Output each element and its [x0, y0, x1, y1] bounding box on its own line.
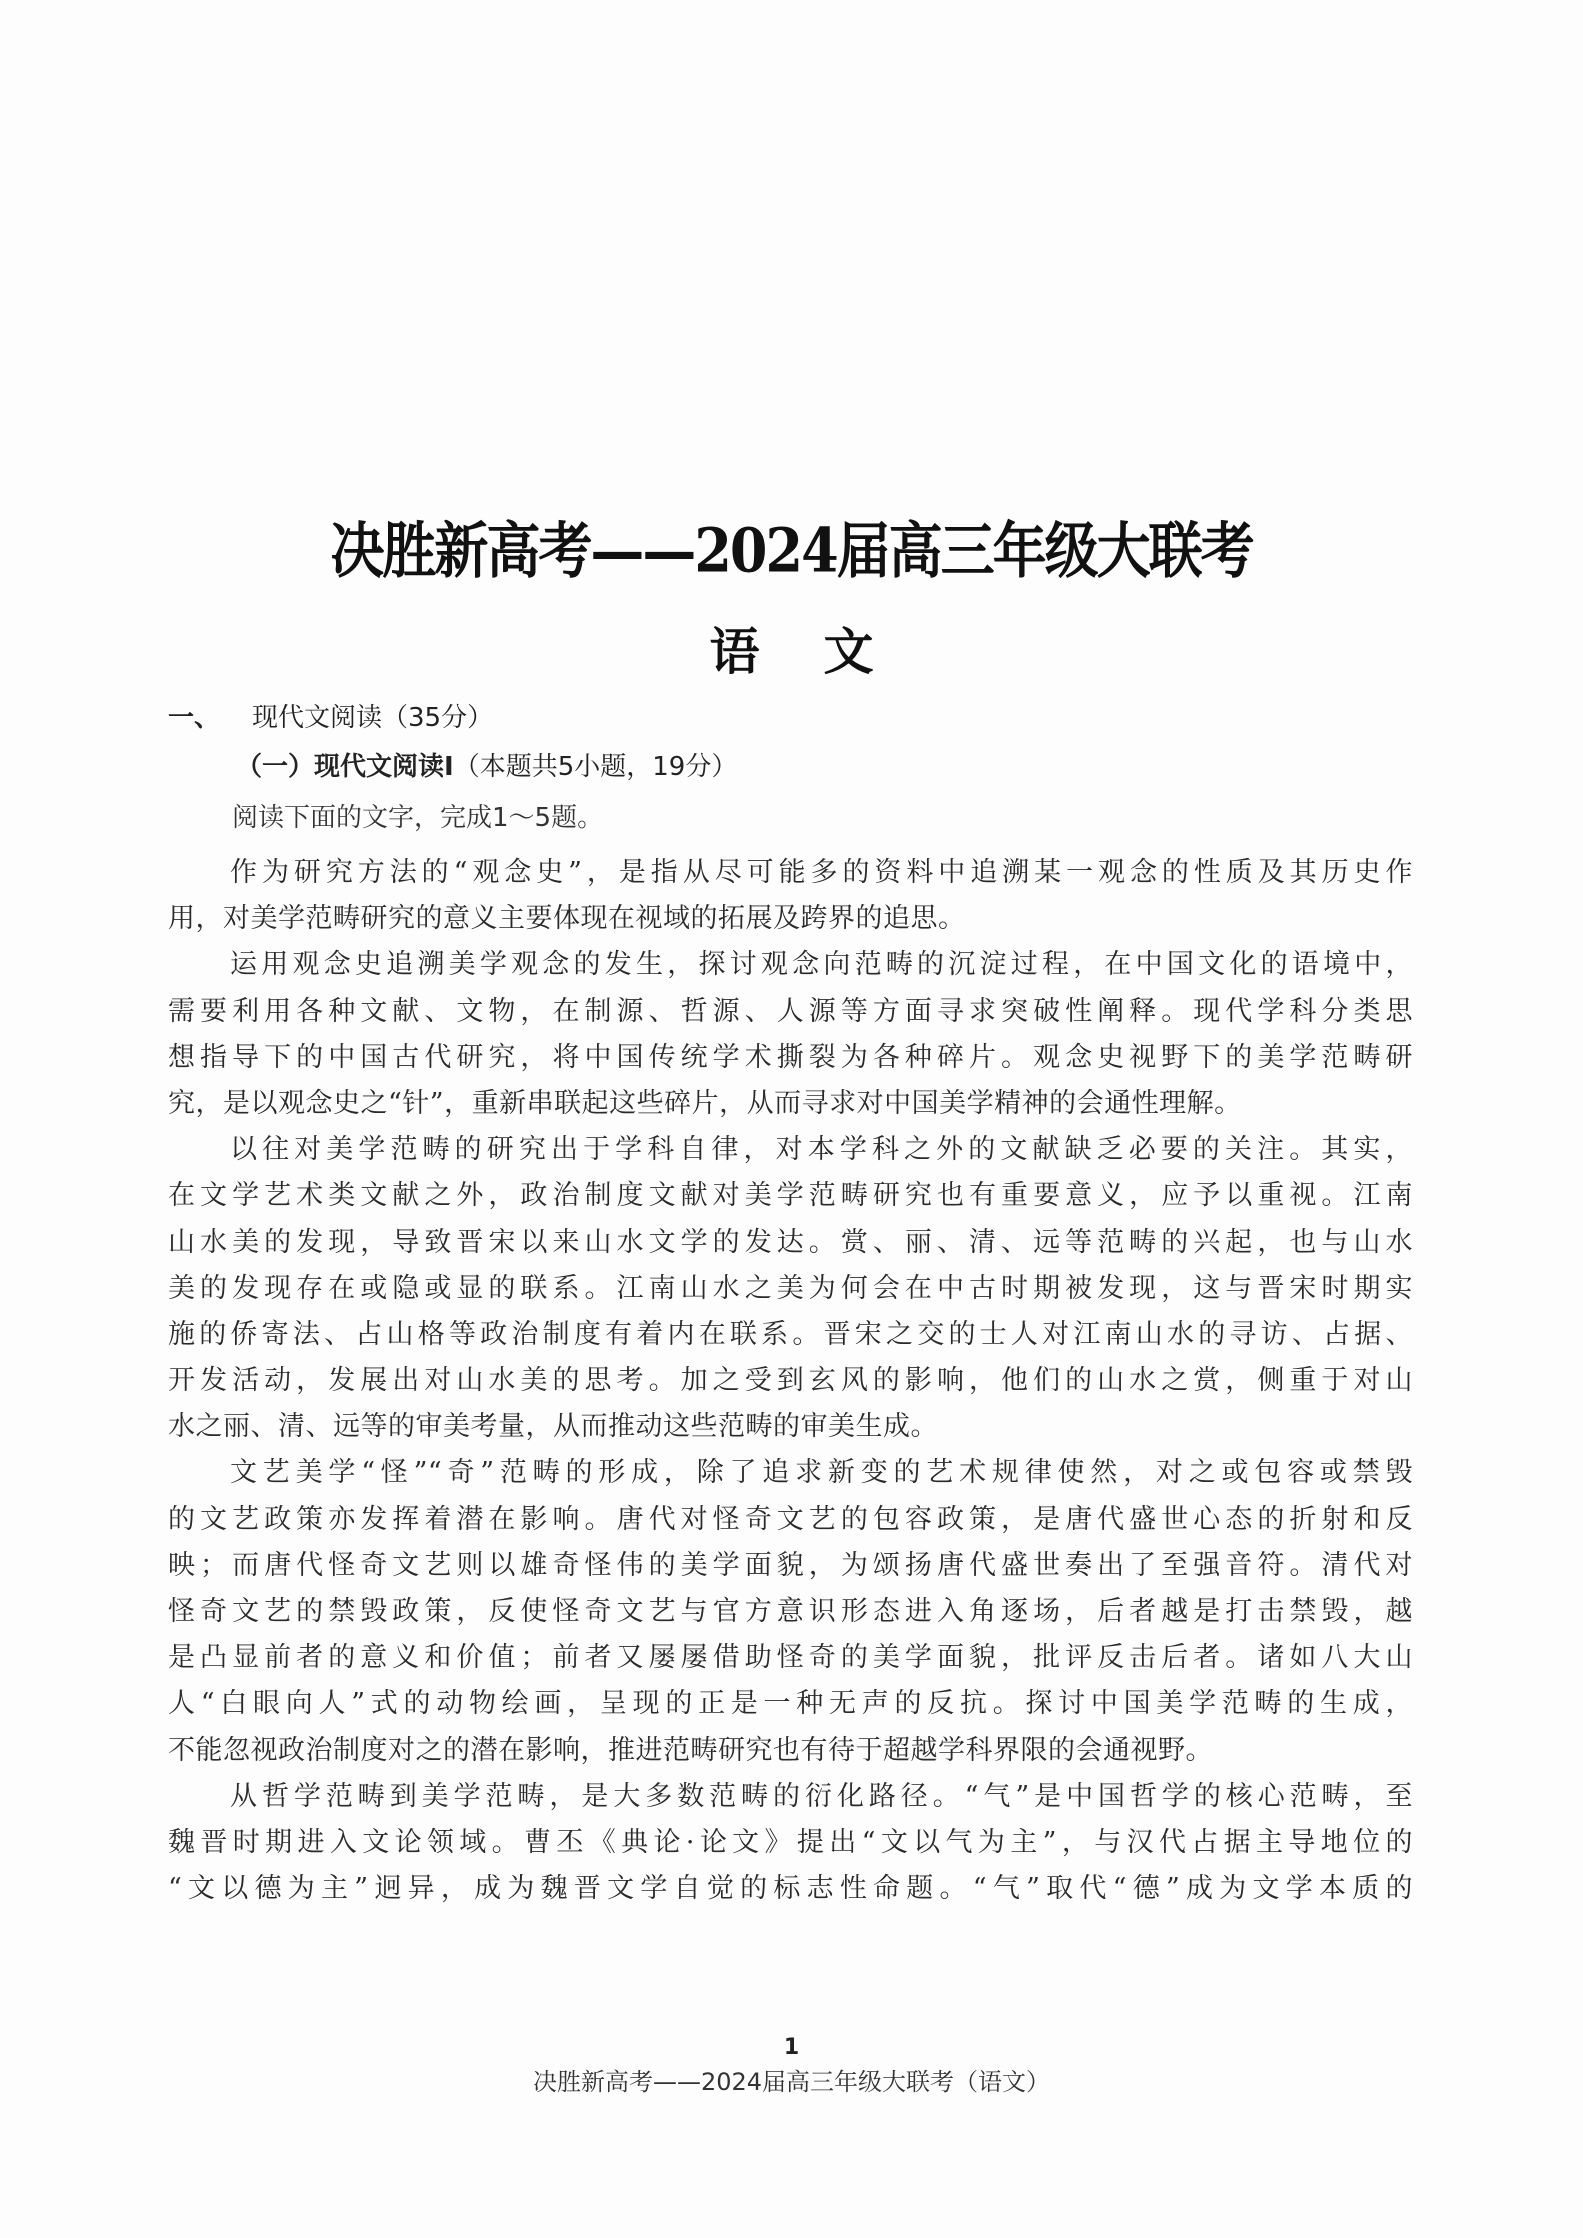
subsection-note: （本题共5小题，19分） — [453, 752, 738, 782]
passage-line: 是凸显前者的意义和价值；前者又屡屡借助怪奇的美学面貌，批评反击后者。诸如八大山 — [168, 1642, 1413, 1674]
paragraph — [168, 1127, 1413, 1450]
paragraph — [168, 942, 1413, 1127]
passage-line: 施的侨寄法、占山格等政治制度有着内在联系。晋宋之交的士人对江南山水的寻访、占据、 — [168, 1318, 1413, 1350]
passage-line: 开发活动，发展出对山水美的思考。加之受到玄风的影响，他们的山水之赏，侧重于对山 — [168, 1365, 1413, 1397]
section-heading — [168, 697, 493, 734]
passage-line: 映；而唐代怪奇文艺则以雄奇怪伟的美学面貌，为颂扬唐代盛世奏出了至强音符。清代对 — [168, 1549, 1413, 1581]
subsection-heading — [236, 746, 737, 783]
passage-line: 水之丽、清、远等的审美考量，从而推动这些范畴的审美生成。 — [168, 1411, 938, 1443]
passage-line: 从哲学范畴到美学范畴，是大多数范畴的衍化路径。“气”是中国哲学的核心范畴，至 — [230, 1780, 1413, 1812]
section-label: 现代文阅读（35分） — [252, 703, 494, 733]
passage-line: 需要利用各种文献、文物，在制源、哲源、人源等方面寻求突破性阐释。现代学科分类思 — [168, 995, 1413, 1027]
passage-line: 用，对美学范畴研究的意义主要体现在视域的拓展及跨界的追思。 — [168, 903, 966, 935]
reading-instruction: 阅读下面的文字，完成1～5题。 — [232, 803, 604, 833]
page-number: 1 — [783, 2035, 800, 2060]
passage-line: 怪奇文艺的禁毁政策，反使怪奇文艺与官方意识形态进入角逐场，后者越是打击禁毁，越 — [168, 1596, 1413, 1627]
section-number: 一、 — [168, 703, 221, 733]
subject-char: 语 — [709, 622, 760, 681]
passage-line: 究，是以观念史之“针”，重新串联起这些碎片，从而寻求对中国美学精神的会通性理解。 — [168, 1087, 1242, 1119]
passage-line: 的文艺政策亦发挥着潜在影响。唐代对怪奇文艺的包容政策，是唐代盛世心态的折射和反 — [168, 1503, 1413, 1535]
passage-line: 想指导下的中国古代研究，将中国传统学术撕裂为各种碎片。观念史视野下的美学范畴研 — [168, 1041, 1413, 1073]
passage-line: 以往对美学范畴的研究出于学科自律，对本学科之外的文献缺乏必要的关注。其实， — [230, 1134, 1413, 1166]
passage-line: 魏晋时期进入文论领域。曹丕《典论·论文》提出“文以气为主”，与汉代占据主导地位的 — [168, 1826, 1413, 1858]
paragraph — [168, 1774, 1413, 1913]
page-footer: 决胜新高考——2024届高三年级大联考（语文） — [532, 2068, 1051, 2096]
passage-line: 人“白眼向人”式的动物绘画，呈现的正是一种无声的反抗。探讨中国美学范畴的生成， — [168, 1688, 1413, 1720]
passage-body — [168, 850, 1413, 1912]
subject-heading — [0, 612, 1583, 684]
passage-line: 山水美的发现，导致晋宋以来山水文学的发达。赏、丽、清、远等范畴的兴起，也与山水 — [168, 1226, 1413, 1258]
paragraph — [168, 850, 1413, 942]
paragraph — [168, 1450, 1413, 1773]
subject-char: 文 — [823, 622, 874, 681]
passage-line: 运用观念史追溯美学观念的发生，探讨观念向范畴的沉淀过程，在中国文化的语境中， — [230, 949, 1413, 981]
exam-title: 决胜新高考——2024届高三年级大联考 — [330, 514, 1253, 587]
passage-line: “文以德为主”迥异，成为魏晋文学自觉的标志性命题。“气”取代“德”成为文学本质的 — [168, 1873, 1413, 1905]
passage-line: 作为研究方法的“观念史”，是指从尽可能多的资料中追溯某一观念的性质及其历史作 — [230, 857, 1413, 888]
passage-line: 不能忽视政治制度对之的潜在影响，推进范畴研究也有待于超越学科界限的会通视野。 — [168, 1734, 1213, 1766]
passage-line: 在文学艺术类文献之外，政治制度文献对美学范畴研究也有重要意义，应予以重视。江南 — [168, 1180, 1413, 1212]
subsection-label: （一）现代文阅读Ⅰ — [236, 752, 454, 782]
passage-line: 美的发现存在或隐或显的联系。江南山水之美为何会在中古时期被发现，这与晋宋时期实 — [168, 1272, 1413, 1304]
passage-line: 文艺美学“怪”“奇”范畴的形成，除了追求新变的艺术规律使然，对之或包容或禁毁 — [230, 1457, 1413, 1489]
